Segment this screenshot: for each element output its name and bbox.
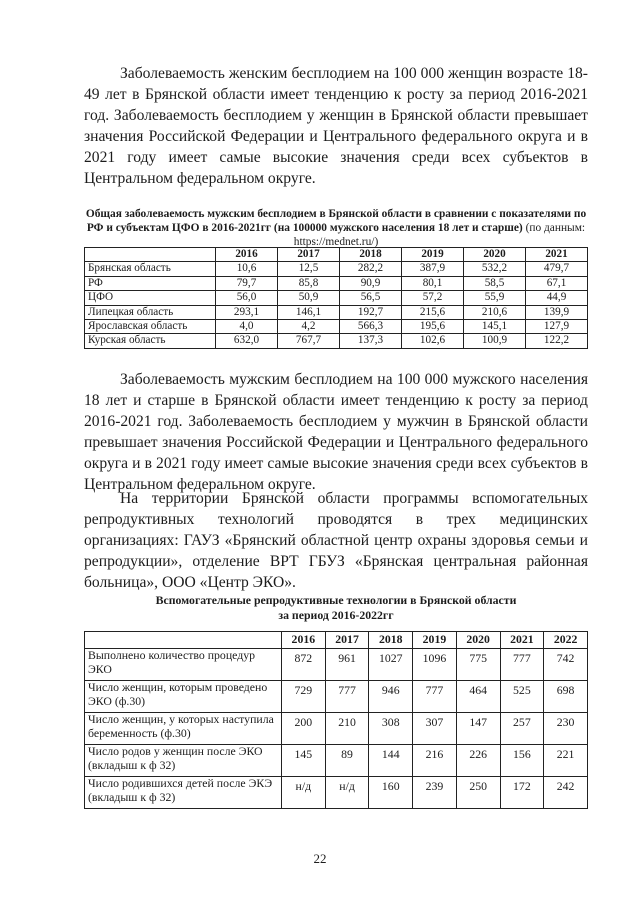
table-cell: 221 xyxy=(544,745,588,777)
table-cell: 12,5 xyxy=(278,262,340,276)
page-number: 22 xyxy=(313,851,327,866)
table-cell: 100,9 xyxy=(464,334,526,348)
table-cell: 250 xyxy=(456,777,500,809)
table-cell: 145 xyxy=(282,745,326,777)
table-cell: 532,2 xyxy=(464,262,526,276)
table-cell: 195,6 xyxy=(402,320,464,334)
table-cell: 775 xyxy=(456,649,500,681)
table-cell: 102,6 xyxy=(402,334,464,348)
table-cell: 79,7 xyxy=(216,276,278,290)
row-label: РФ xyxy=(85,276,216,290)
table-cell: 172 xyxy=(500,777,544,809)
table2-header-cell: 2021 xyxy=(500,632,544,649)
table-cell: 127,9 xyxy=(526,320,588,334)
table-cell: 210,6 xyxy=(464,305,526,319)
row-label: Число родившихся детей после ЭКЭ (вкладыш к ф 32) xyxy=(85,777,282,809)
art-procedures-table xyxy=(84,631,588,809)
table-cell: 1096 xyxy=(413,649,457,681)
table-cell: 50,9 xyxy=(278,291,340,305)
table-cell: 767,7 xyxy=(278,334,340,348)
table-cell: 257 xyxy=(500,713,544,745)
table1-header-cell: 2020 xyxy=(464,248,526,262)
table-row xyxy=(85,305,588,319)
table-cell: 216 xyxy=(413,745,457,777)
table-cell: 729 xyxy=(282,681,326,713)
table-cell: 89 xyxy=(325,745,369,777)
row-label: Липецкая область xyxy=(85,305,216,319)
table-cell: 139,9 xyxy=(526,305,588,319)
table-cell: н/д xyxy=(325,777,369,809)
table-cell: 144 xyxy=(369,745,413,777)
table1-header-cell: 2016 xyxy=(216,248,278,262)
row-label: Курская область xyxy=(85,334,216,348)
table-cell: 67,1 xyxy=(526,276,588,290)
table2-header-row xyxy=(85,632,588,649)
table-cell: 215,6 xyxy=(402,305,464,319)
table1-header-cell: 2018 xyxy=(340,248,402,262)
row-label: Число женщин, которым проведено ЭКО (ф.30) xyxy=(85,681,282,713)
table1-header-cell: 2017 xyxy=(278,248,340,262)
table-cell: 4,0 xyxy=(216,320,278,334)
table-cell: 200 xyxy=(282,713,326,745)
table1-header-row xyxy=(85,248,588,262)
table-cell: 80,1 xyxy=(402,276,464,290)
row-label: Число родов у женщин после ЭКО (вкладыш к ф 32) xyxy=(85,745,282,777)
table-cell: 156 xyxy=(500,745,544,777)
table-row xyxy=(85,334,588,348)
table-cell: 58,5 xyxy=(464,276,526,290)
table-cell: 946 xyxy=(369,681,413,713)
table-cell: 4,2 xyxy=(278,320,340,334)
table-cell: 146,1 xyxy=(278,305,340,319)
table-cell: 242 xyxy=(544,777,588,809)
table-cell: н/д xyxy=(282,777,326,809)
table2-header-cell: 2017 xyxy=(325,632,369,649)
table-cell: 777 xyxy=(413,681,457,713)
table-cell: 55,9 xyxy=(464,291,526,305)
table-cell: 56,0 xyxy=(216,291,278,305)
table2-caption xyxy=(84,593,588,623)
table-row xyxy=(85,276,588,290)
table2-header-cell: 2018 xyxy=(369,632,413,649)
table-cell: 226 xyxy=(456,745,500,777)
male-infertility-table xyxy=(84,247,588,349)
table-row xyxy=(85,777,588,809)
table1-header-cell xyxy=(85,248,216,262)
table-cell: 479,7 xyxy=(526,262,588,276)
table-cell: 777 xyxy=(325,681,369,713)
table-cell: 698 xyxy=(544,681,588,713)
table-cell: 147 xyxy=(456,713,500,745)
row-label: ЦФО xyxy=(85,291,216,305)
table-row xyxy=(85,745,588,777)
table-cell: 961 xyxy=(325,649,369,681)
table-cell: 742 xyxy=(544,649,588,681)
table-cell: 464 xyxy=(456,681,500,713)
table-cell: 872 xyxy=(282,649,326,681)
table-cell: 122,2 xyxy=(526,334,588,348)
table-cell: 239 xyxy=(413,777,457,809)
table-row xyxy=(85,262,588,276)
table-cell: 308 xyxy=(369,713,413,745)
table-row xyxy=(85,649,588,681)
table-cell: 57,2 xyxy=(402,291,464,305)
row-label: Брянская область xyxy=(85,262,216,276)
table2-header-cell: 2020 xyxy=(456,632,500,649)
table1-caption xyxy=(84,207,588,249)
table-cell: 632,0 xyxy=(216,334,278,348)
table-row xyxy=(85,713,588,745)
table-cell: 160 xyxy=(369,777,413,809)
row-label: Ярославская область xyxy=(85,320,216,334)
table-cell: 192,7 xyxy=(340,305,402,319)
row-label: Выполнено количество процедур ЭКО xyxy=(85,649,282,681)
table-cell: 566,3 xyxy=(340,320,402,334)
table2-caption-line2: за период 2016-2022гг xyxy=(278,608,394,622)
paragraph-male-infertility: Заболеваемость мужским бесплодием на 100 000 мужского населения 18 лет и старше в Брянской области имеет тенденцию к росту за период 2016-2021 год. Заболеваемость бесплодием у мужчин в Брянской области превышает значения Российской Федерации и Центрального федерального округа и в 2021 году имеет самые высокие значения среди всех субъектов в Центральном федеральном округе. xyxy=(84,371,588,493)
table-cell: 1027 xyxy=(369,649,413,681)
table-cell: 210 xyxy=(325,713,369,745)
table-cell: 56,5 xyxy=(340,291,402,305)
table-row xyxy=(85,681,588,713)
table-cell: 777 xyxy=(500,649,544,681)
table-row xyxy=(85,320,588,334)
table-cell: 282,2 xyxy=(340,262,402,276)
table-cell: 85,8 xyxy=(278,276,340,290)
table1-header-cell: 2019 xyxy=(402,248,464,262)
table2-header-cell: 2022 xyxy=(544,632,588,649)
table-cell: 307 xyxy=(413,713,457,745)
table2-header-cell xyxy=(85,632,282,649)
table-cell: 230 xyxy=(544,713,588,745)
table-cell: 293,1 xyxy=(216,305,278,319)
paragraph-female-infertility: Заболеваемость женским бесплодием на 100 000 женщин возрасте 18-49 лет в Брянской области имеет тенденцию к росту за период 2016-2021 год. Заболеваемость бесплодием у женщин в Брянской области превышает значения Российской Федерации и Центрального федерального округа и в 2021 году имеет самые высокие значения среди всех субъектов в Центральном федеральном округе. xyxy=(84,65,588,187)
row-label: Число женщин, у которых наступила беременность (ф.30) xyxy=(85,713,282,745)
table2-caption-line1: Вспомогательные репродуктивные технологии в Брянской области xyxy=(155,593,517,607)
table1-header-cell: 2021 xyxy=(526,248,588,262)
table1-caption-bold: Общая заболеваемость мужским бесплодием в Брянской области в сравнении с показателями по РФ и субъектам ЦФО в 2016-2021гг (на 100000 мужского населения 18 лет и старше) xyxy=(85,208,587,234)
table-cell: 44,9 xyxy=(526,291,588,305)
table-cell: 137,3 xyxy=(340,334,402,348)
table-row xyxy=(85,291,588,305)
table2-header-cell: 2016 xyxy=(282,632,326,649)
paragraph-art-organizations: На территории Брянской области программы вспомогательных репродуктивных технологий проводятся в трех медицинских организациях: ГАУЗ «Брянский областной центр охраны здоровья семьи и репродукции», отделение ВРТ ГБУЗ «Брянская центральная районная больница», ООО «Центр ЭКО». xyxy=(84,490,588,591)
table-cell: 90,9 xyxy=(340,276,402,290)
table-cell: 145,1 xyxy=(464,320,526,334)
table-cell: 387,9 xyxy=(402,262,464,276)
table-cell: 525 xyxy=(500,681,544,713)
table-cell: 10,6 xyxy=(216,262,278,276)
table2-header-cell: 2019 xyxy=(413,632,457,649)
table1-caption-source: (по данным: https://mednet.ru/) xyxy=(293,222,586,248)
